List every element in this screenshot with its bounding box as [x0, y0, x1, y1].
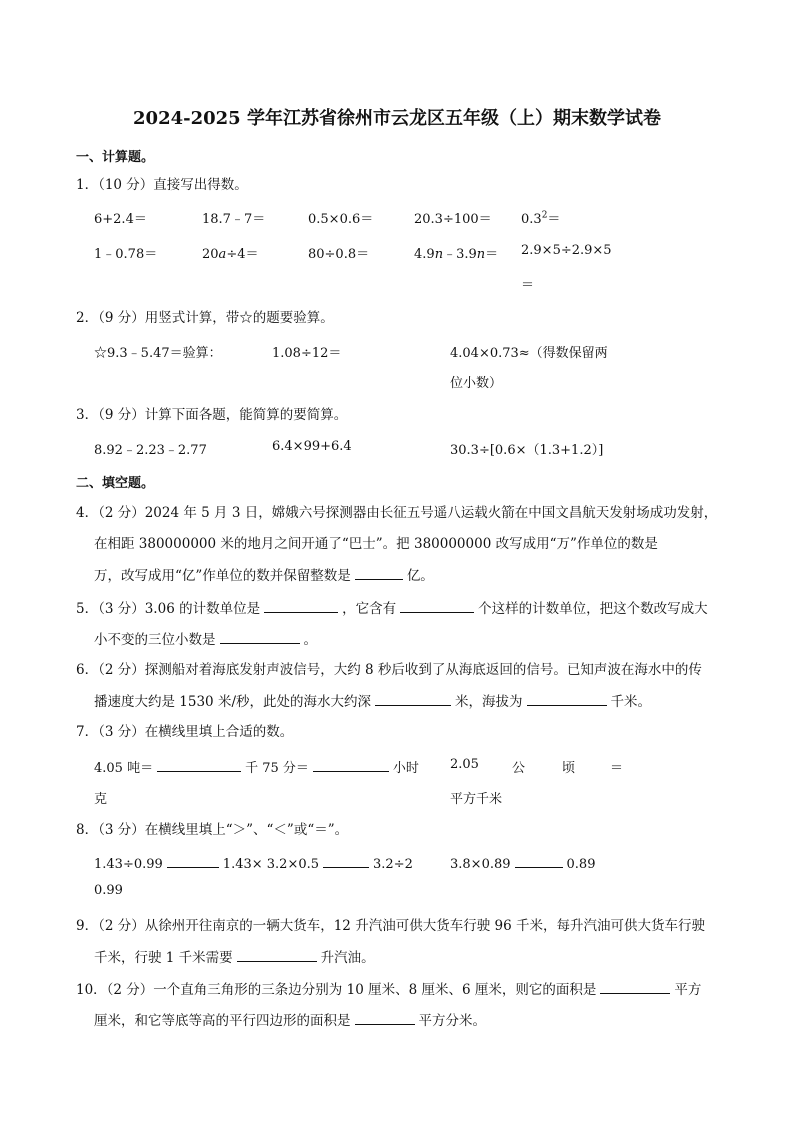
q1-item: 20a÷4＝: [202, 247, 259, 262]
question-2-header: 2．（9 分）用竖式计算，带☆的题要验算。: [76, 310, 334, 326]
q1-item-power: $0.3^2=$: [521, 210, 561, 227]
answer-blank[interactable]: [375, 691, 451, 706]
q1-item-equals: ＝: [521, 278, 535, 293]
q8-item: 3.8×0.89 0.89: [450, 853, 595, 872]
section-heading-fill-blank: 二、填空题。: [76, 476, 155, 491]
q3-item: 30.3÷[0.6×（1.3+1.2）]: [450, 443, 604, 458]
answer-blank[interactable]: [167, 853, 219, 868]
q1-item: 18.7﹣7＝: [202, 212, 266, 227]
answer-blank[interactable]: [600, 979, 670, 994]
question-6-line: 6．（2 分）探测船对着海底发射声波信号，大约 8 秒后收到了从海底返回的信号。已知声波在海水中的传: [76, 662, 702, 678]
question-7-header: 7．（3 分）在横线里填上合适的数。: [76, 724, 294, 740]
answer-blank[interactable]: [220, 629, 300, 644]
q1-item: 4.9n﹣3.9n＝: [414, 247, 499, 262]
answer-blank[interactable]: [355, 1010, 415, 1025]
question-10-line: 厘米，和它等底等高的平行四边形的面积是 平方分米。: [94, 1010, 486, 1031]
question-5-line: 5．（3 分）3.06 的计数单位是 ，它含有 个这样的计数单位，把这个数改写成大: [76, 598, 708, 619]
question-6-line: 播速度大约是 1530 米/秒，此处的海水大约深 米，海拔为 千米。: [94, 691, 651, 712]
q3-item: 6.4×99+6.4: [272, 439, 352, 454]
question-9-line: 千米，行驶 1 千米需要 升汽油。: [94, 947, 375, 968]
q2-item: ☆9.3﹣5.47＝验算：: [94, 346, 222, 361]
q1-item: 1﹣0.78＝: [94, 247, 158, 262]
answer-blank[interactable]: [527, 691, 607, 706]
answer-blank[interactable]: [313, 757, 389, 772]
answer-blank[interactable]: [400, 598, 474, 613]
q2-item: 4.04×0.73≈（得数保留两: [450, 346, 608, 361]
question-10-line: 10．（2 分）一个直角三角形的三条边分别为 10 厘米、8 厘米、6 厘米，则它的面积是 平方: [76, 979, 701, 1000]
q1-item: 20.3÷100＝: [414, 212, 492, 227]
answer-blank[interactable]: [323, 853, 369, 868]
question-1-header: 1．（10 分）直接写出得数。: [76, 177, 248, 193]
q1-item: 6+2.4＝: [94, 212, 147, 227]
q3-item: 8.92﹣2.23﹣2.77: [94, 443, 207, 458]
question-9-line: 9．（2 分）从徐州开往南京的一辆大货车，12 升汽油可供大货车行驶 96 千米，每升汽油可供大货车行驶: [76, 918, 705, 934]
q7-item: 平方千米: [450, 792, 503, 807]
answer-blank[interactable]: [237, 947, 317, 962]
q8-item: 1.43÷0.99 1.43× 3.2×0.5 3.2÷2: [94, 853, 413, 872]
q7-item: 克: [94, 792, 108, 807]
answer-blank[interactable]: [264, 598, 338, 613]
q7-item: 公: [512, 761, 526, 776]
q8-item: 0.99: [94, 883, 123, 898]
q7-item: 4.05 吨＝ 千 75 分＝ 小时: [94, 757, 419, 776]
section-heading-calculation: 一、计算题。: [76, 150, 155, 165]
question-3-header: 3．（9 分）计算下面各题，能简算的要简算。: [76, 407, 348, 423]
answer-blank[interactable]: [157, 757, 241, 772]
q2-item: 1.08÷12＝: [272, 346, 342, 361]
answer-blank[interactable]: [515, 853, 563, 868]
page-title: 2024-2025 学年江苏省徐州市云龙区五年级（上）期末数学试卷: [133, 108, 661, 129]
q7-item: 2.05: [450, 757, 479, 772]
question-5-line: 小不变的三位小数是 。: [94, 629, 317, 650]
q7-item: 顷: [562, 761, 576, 776]
q2-item-cont: 位小数）: [450, 376, 503, 391]
q1-item: 80÷0.8＝: [308, 247, 370, 262]
q7-item: ＝: [610, 761, 624, 776]
answer-blank[interactable]: [355, 565, 403, 580]
question-4-line: 4．（2 分）2024 年 5 月 3 日，嫦娥六号探测器由长征五号遥八运载火箭在中国文昌航天发射场成功发射，: [76, 505, 718, 521]
question-4-line: 万，改写成用“亿”作单位的数并保留整数是 亿。: [94, 565, 434, 586]
question-8-header: 8．（3 分）在横线里填上“＞”、“＜”或“＝”。: [76, 822, 349, 838]
question-4-line: 在相距 380000000 米的地月之间开通了“巴士”。把 380000000 改写成用“万”作单位的数是: [94, 536, 658, 552]
q1-item: 2.9×5÷2.9×5: [521, 243, 612, 258]
q1-item: 0.5×0.6＝: [308, 212, 374, 227]
